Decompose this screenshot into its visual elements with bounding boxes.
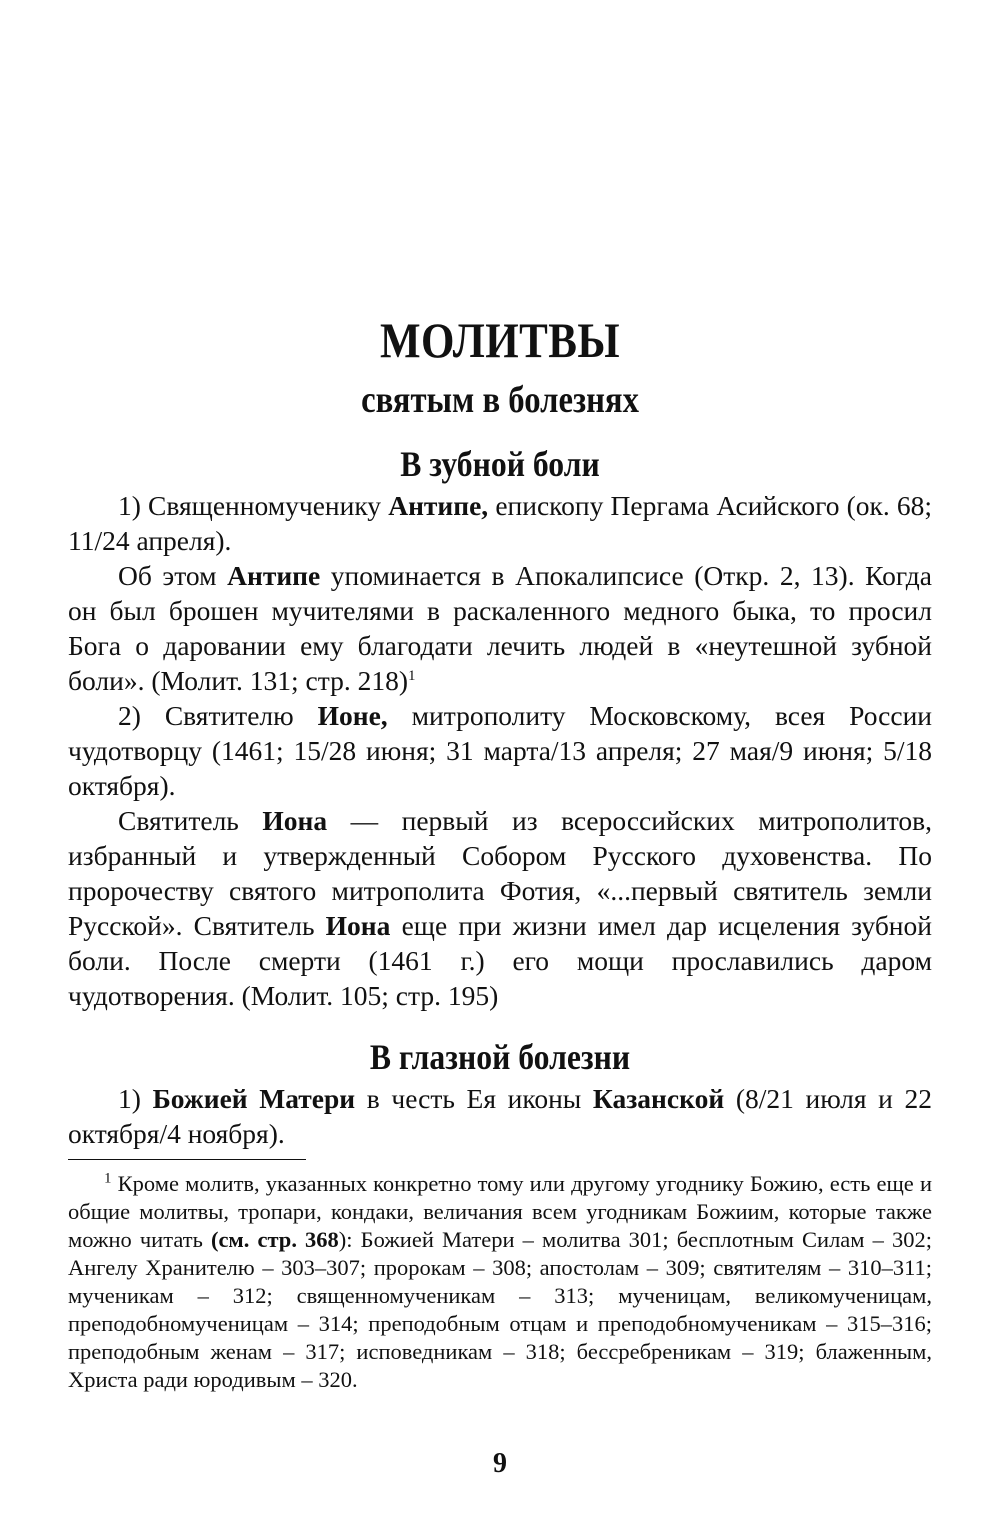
page-number: 9 [493,1448,507,1479]
paragraph-kazan-icon: 1) Божией Матери в честь Ея иконы Казанской (8/21 июля и 22 октября/4 ноября). [68,1083,932,1149]
paragraph-antipa-intro: 1) Священномученику Антипе, епископу Пергама Асийского (ок. 68; 11/24 апреля). [68,490,933,556]
page-title: МОЛИТВЫ [380,312,620,368]
page-body [68,300,932,1394]
paragraph-antipa-description: Об этом Антипе упоминается в Апокалипсисе (Откр. 2, 13). Когда он был брошен мучителями в раскаленного медного быка, то просил Бога о даровании ему благодати лечить людей в «неутешной зубной боли». (Молит. 131; стр. 218)$^1$ [68,560,932,696]
paragraph-iona-intro: 2) Святителю Ионе, митрополиту Московскому, всея России чудотворцу (1461; 15/28 июня; 31 марта/13 апреля; 27 мая/9 июня; 5/18 октября). [68,700,932,801]
paragraph-iona-description: Святитель Иона — первый из всероссийских митрополитов, избранный и утвержденный Собором Русского духовенства. По пророчеству святого митрополита Фотия, «...первый святитель земли Русской». Святитель Иона еще при жизни имел дар исцеления зубной боли. После смерти (1461 г.) его мощи прославились даром чудотворения. (Молит. 105; стр. 195) [68,805,932,1011]
section-heading-toothache: В зубной боли [400,444,600,484]
footnote: $^1$ Кроме молитв, указанных конкретно тому или другому угоднику Божию, есть еще и общие молитвы, тропари, кондаки, величания всем угодникам Божиим, которые также можно читать (см. стр. 368): Божией Матери – молитва 301; бесплотным Силам – 302; Ангелу Хранителю – 303–307; пророкам – 308; апостолам – 309; святителям – 310–311; мученикам – 312; священномученикам – 313; мученицам, великомученицам, преподобномученицам – 314; преподобным отцам и преподобномученикам – 315–316; преподобным женам – 317; исповедникам – 318; бессребреникам – 319; блаженным, Христа ради юродивым – 320. [68,1170,932,1392]
footnote-marker: 1 [408,667,416,684]
section-heading-eye-disease: В глазной болезни [369,1037,631,1077]
footnote-divider [68,1159,306,1160]
page-subtitle: святым в болезнях [361,379,639,421]
